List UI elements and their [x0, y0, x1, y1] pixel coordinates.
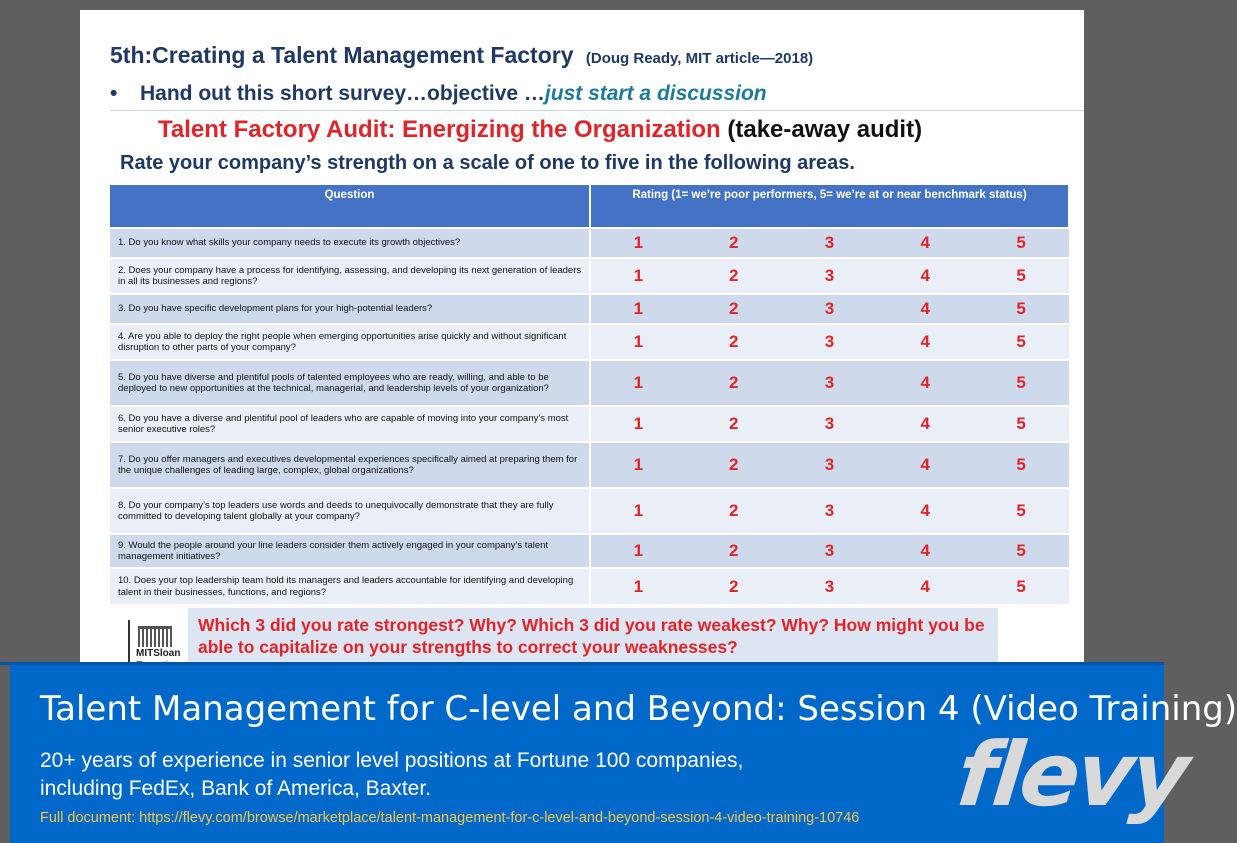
bullet-text: Hand out this short survey…objective … [140, 82, 545, 105]
audit-question: 4. Are you able to deploy the right people when emerging opportunities arise quickly and without significant disruption to other parts of your company? [110, 324, 590, 360]
audit-question: 6. Do you have a diverse and plentiful pool of leaders who are capable of moving into your company’s most senior executive roles? [110, 406, 590, 442]
rating-option[interactable]: 3 [782, 488, 878, 534]
rating-option[interactable]: 5 [973, 258, 1069, 294]
audit-title-suffix: (take-away audit) [727, 116, 923, 143]
rating-option[interactable]: 2 [686, 568, 782, 604]
building-icon [138, 626, 172, 647]
audit-row [110, 360, 1069, 406]
audit-row [110, 442, 1069, 488]
rating-option[interactable]: 4 [877, 568, 973, 604]
rating-option[interactable]: 3 [782, 406, 878, 442]
rating-option[interactable]: 5 [973, 406, 1069, 442]
audit-question: 1. Do you know what skills your company needs to execute its growth objectives? [110, 228, 590, 258]
reflection-question: Which 3 did you rate strongest? Why? Which 3 did you rate weakest? Why? How might you be able to capitalize on your strengths to correct your weaknesses? [188, 608, 998, 668]
rating-option[interactable]: 4 [877, 442, 973, 488]
audit-question: 10. Does your top leadership team hold its managers and leaders accountable for identifying and developing talent in their businesses, functions, and regions? [110, 568, 590, 604]
rating-option[interactable]: 5 [973, 294, 1069, 324]
rating-option[interactable]: 5 [973, 324, 1069, 360]
audit-table [110, 185, 1070, 604]
rating-option[interactable]: 2 [686, 488, 782, 534]
rating-option[interactable]: 4 [877, 406, 973, 442]
audit-body [110, 228, 1069, 604]
header-question: Question [110, 185, 590, 228]
document-banner [10, 665, 1237, 843]
audit-row [110, 258, 1069, 294]
header-rating: Rating (1= we’re poor performers, 5= we’re at or near benchmark status) [590, 185, 1069, 228]
slide-title [110, 42, 813, 69]
rating-option[interactable]: 2 [686, 442, 782, 488]
audit-row [110, 488, 1069, 534]
rating-option[interactable]: 4 [877, 228, 973, 258]
rating-option[interactable]: 2 [686, 294, 782, 324]
rating-option[interactable]: 4 [877, 258, 973, 294]
audit-question: 2. Does your company have a process for identifying, assessing, and developing its next generation of leaders in all its businesses and regions? [110, 258, 590, 294]
rating-option[interactable]: 3 [782, 442, 878, 488]
rating-option[interactable]: 2 [686, 360, 782, 406]
audit-question: 8. Do your company’s top leaders use words and deeds to unequivocally demonstrate that they are fully committed to developing talent globally at your company? [110, 488, 590, 534]
audit-row [110, 568, 1069, 604]
audit-header-row [110, 185, 1069, 228]
banner-url-link[interactable]: Full document: https://flevy.com/browse/marketplace/talent-management-for-c-level-and-beyond-session-4-video-training-10746 [40, 810, 860, 826]
slide-citation: (Doug Ready, MIT article—2018) [585, 50, 814, 67]
rating-option[interactable]: 3 [782, 568, 878, 604]
rating-option[interactable]: 2 [686, 324, 782, 360]
rating-option[interactable]: 3 [782, 228, 878, 258]
rating-option[interactable]: 1 [590, 360, 686, 406]
rating-option[interactable]: 4 [877, 488, 973, 534]
rating-option[interactable]: 1 [590, 228, 686, 258]
rating-option[interactable]: 2 [686, 534, 782, 568]
rating-option[interactable]: 4 [877, 360, 973, 406]
banner-title: Talent Management for C-level and Beyond: Session 4 (Video Training) [40, 689, 1237, 729]
audit-question: 3. Do you have specific development plans for your high-potential leaders? [110, 294, 590, 324]
bullet-marker: • [110, 82, 118, 105]
audit-row [110, 294, 1069, 324]
rating-option[interactable]: 3 [782, 534, 878, 568]
rating-option[interactable]: 1 [590, 294, 686, 324]
rating-option[interactable]: 2 [686, 258, 782, 294]
audit-title-text: Talent Factory Audit: Energizing the Organization [158, 116, 721, 143]
audit-question: 7. Do you offer managers and executives developmental experiences specifically aimed at preparing them for the unique challenges of leading large, complex, global organizations? [110, 442, 590, 488]
rating-option[interactable]: 5 [973, 228, 1069, 258]
logo-text: MITSloan [136, 648, 181, 659]
rating-option[interactable]: 3 [782, 294, 878, 324]
rating-option[interactable]: 4 [877, 324, 973, 360]
audit-row [110, 324, 1069, 360]
rating-option[interactable]: 3 [782, 324, 878, 360]
bullet-emphasis: just start a discussion [544, 82, 767, 105]
audit-question: 9. Would the people around your line leaders consider them actively engaged in your company’s talent management initiatives? [110, 534, 590, 568]
banner-description: 20+ years of experience in senior level positions at Fortune 100 companies, including FedEx, Bank of America, Baxter. [40, 749, 744, 800]
rating-option[interactable]: 3 [782, 360, 878, 406]
rating-option[interactable]: 4 [877, 294, 973, 324]
rating-option[interactable]: 5 [973, 442, 1069, 488]
rating-option[interactable]: 3 [782, 258, 878, 294]
audit-row [110, 534, 1069, 568]
flevy-logo[interactable]: flevy [952, 723, 1192, 826]
audit-question: 5. Do you have diverse and plentiful pools of talented employees who are ready, willing, and able to be deployed to new opportunities at the technical, managerial, and leadership levels of your organization? [110, 360, 590, 406]
rating-option[interactable]: 1 [590, 534, 686, 568]
rating-option[interactable]: 1 [590, 568, 686, 604]
rating-option[interactable]: 1 [590, 442, 686, 488]
audit-sheet [110, 112, 1080, 672]
audit-subtitle: Rate your company’s strength on a scale of one to five in the following areas. [120, 152, 855, 174]
slide-title-text: 5th:Creating a Talent Management Factory [110, 42, 574, 68]
rating-option[interactable]: 1 [590, 488, 686, 534]
rating-option[interactable]: 5 [973, 360, 1069, 406]
slide [80, 10, 1084, 670]
rating-option[interactable]: 4 [877, 534, 973, 568]
divider [110, 110, 1084, 111]
rating-option[interactable]: 5 [973, 568, 1069, 604]
audit-row [110, 406, 1069, 442]
rating-option[interactable]: 5 [973, 534, 1069, 568]
slide-bullet [110, 82, 767, 106]
rating-option[interactable]: 1 [590, 406, 686, 442]
rating-option[interactable]: 1 [590, 258, 686, 294]
rating-option[interactable]: 2 [686, 228, 782, 258]
rating-option[interactable]: 1 [590, 324, 686, 360]
audit-title [158, 116, 922, 144]
rating-option[interactable]: 2 [686, 406, 782, 442]
rating-option[interactable]: 5 [973, 488, 1069, 534]
audit-row [110, 228, 1069, 258]
